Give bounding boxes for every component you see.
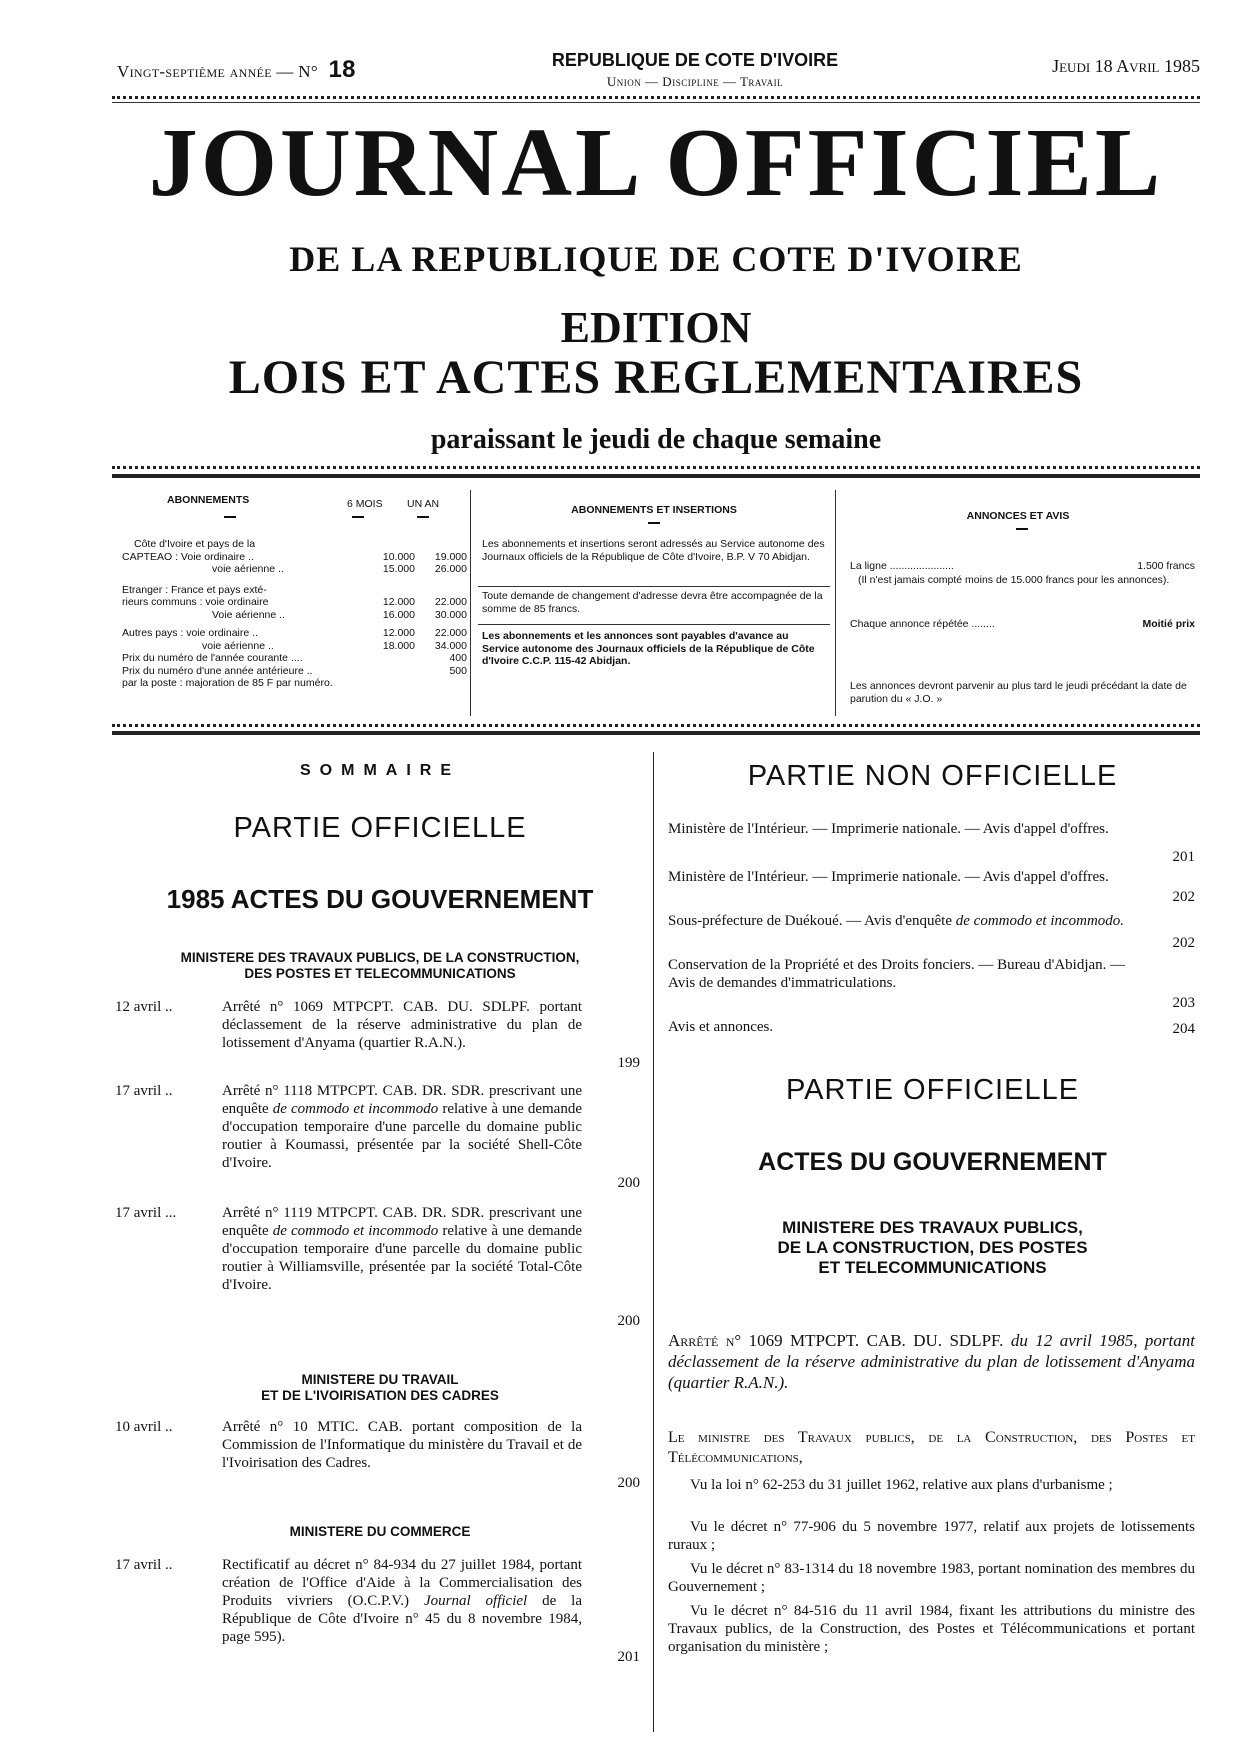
entry-text: relative à une demande d'occupation temporaire d'une parcelle du domaine public routier à Koumassi, présentée par la société Shell-Côte d'Ivoire. <box>222 1101 582 1171</box>
ministry-line: ET DE L'IVOIRISATION DES CADRES <box>261 1388 499 1403</box>
sommaire-page: 200 <box>617 1475 640 1491</box>
arrete-subject: du 12 avril 1985, portant déclassement de la réserve administrative du plan de lotissement d'Anyama (quartier R.A.N.). <box>668 1331 1195 1392</box>
sommaire-heading: SOMMAIRE <box>300 762 460 779</box>
rate-line <box>122 551 467 564</box>
vu-clause: Vu le décret n° 77-906 du 5 novembre 1977, relatif aux projets de lotissements ruraux ; <box>668 1519 1195 1553</box>
sommaire-page: 200 <box>617 1175 640 1191</box>
rate-6m: 16.000 <box>382 608 415 621</box>
arrete-number: Arrêté n° 1069 MTPCPT. CAB. DU. SDLPF. <box>668 1331 1011 1350</box>
rate-label: voie aérienne .. <box>212 563 284 575</box>
journal-subtitle: DE LA REPUBLIQUE DE COTE D'IVOIRE <box>289 239 1023 279</box>
sommaire-date: 10 avril .. <box>115 1419 173 1435</box>
entry-text: Arrêté n° 1118 MTPCPT. CAB. DR. SDR. prescrivant une enquête <box>222 1083 582 1117</box>
publication-frequency: paraissant le jeudi de chaque semaine <box>430 424 882 455</box>
non-officielle-page: 202 <box>1172 889 1195 905</box>
entry-text-italic: de commodo et incommodo. <box>955 913 1125 929</box>
top-rule-thin <box>112 102 1200 103</box>
rate-label: rieurs communs : voie ordinaire <box>122 596 269 608</box>
col-6-mois: 6 MOIS <box>347 498 383 510</box>
arrete-title <box>668 1330 1195 1393</box>
rate-label: Voie aérienne .. <box>212 608 285 621</box>
annonce-repeat-price: Moitié prix <box>1142 618 1195 630</box>
vu-clause: Vu le décret n° 84-516 du 11 avril 1984, fixant les attributions du ministre des Travaux publics, de la Construction, des Postes et Télécommunications et portant organisation du ministère ; <box>668 1603 1195 1655</box>
rate-label: Prix du numéro d'une année antérieure .. <box>122 664 313 677</box>
box-divider <box>470 490 471 716</box>
rate-6m: 12.000 <box>382 627 415 639</box>
ministry-line: MINISTERE DES TRAVAUX PUBLICS, <box>782 1218 1083 1237</box>
sommaire-entry <box>222 1082 582 1172</box>
sommaire-entry <box>222 1204 582 1294</box>
sommaire-entry <box>222 1556 582 1646</box>
year-issue <box>117 56 356 84</box>
edition-name: LOIS ET ACTES REGLEMENTAIRES <box>228 351 1084 404</box>
rate-line: Côte d'Ivoire et pays de la <box>134 538 256 550</box>
sommaire-date: 17 avril .. <box>115 1083 173 1099</box>
rate-6m: 12.000 <box>382 596 415 608</box>
entry-text: Rectificatif au décret n° 84-934 du 27 juillet 1984, portant création de l'Office d'Aide à la Commercialisation des Produits vivriers (O.C.P.V.) <box>222 1557 582 1609</box>
ministry-line: MINISTERE DES TRAVAUX PUBLICS, DE LA CONSTRUCTION, <box>180 950 580 965</box>
rate-6m: 15.000 <box>382 563 415 575</box>
rate-label: Autres pays : voie ordinaire .. <box>122 627 258 639</box>
journal-title: JOURNAL OFFICIEL <box>148 109 1164 217</box>
vu-clause: Vu la loi n° 62-253 du 31 juillet 1962, relative aux plans d'urbanisme ; <box>690 1477 1113 1493</box>
rate-line <box>122 640 467 653</box>
ministry-heading: MINISTERE DU COMMERCE <box>289 1524 471 1539</box>
entry-text: Sous-préfecture de Duékoué. — Avis d'enquête <box>668 913 956 929</box>
non-officielle-page: 201 <box>1172 849 1195 865</box>
partie-officielle-heading: PARTIE OFFICIELLE <box>233 812 527 844</box>
heading-dash <box>648 522 660 524</box>
annonce-repeat-label: Chaque annonce répétée ........ <box>850 618 995 630</box>
annonce-note: (Il n'est jamais compté moins de 15.000 francs pour les annonces). <box>858 574 1170 586</box>
partie-non-officielle-heading: PARTIE NON OFFICIELLE <box>747 760 1118 792</box>
insertions-p2: Toute demande de changement d'adresse devra être accompagnée de la somme de 85 francs. <box>482 590 823 615</box>
box-rule <box>478 586 830 587</box>
box-divider <box>835 490 836 716</box>
price-value: 400 <box>449 652 467 664</box>
ministry-line: DE LA CONSTRUCTION, DES POSTES <box>777 1238 1088 1257</box>
minister-line: Le ministre des Travaux publics, de la Construction, des Postes et Télécommunications, <box>668 1429 1195 1466</box>
rate-label: CAPTEAO : Voie ordinaire .. <box>122 550 254 563</box>
masthead-rule <box>112 466 1200 469</box>
rate-1y: 26.000 <box>434 563 467 575</box>
rate-line <box>122 652 467 665</box>
non-officielle-page: 202 <box>1172 935 1195 951</box>
annonce-ligne-price: 1.500 francs <box>1137 560 1195 572</box>
sommaire-page: 201 <box>617 1649 640 1665</box>
insertions-p1: Les abonnements et insertions seront adressés au Service autonome des Journaux officiels de la République de Côte d'Ivoire, B.P. V 70 Abidjan. <box>482 538 825 563</box>
rate-line: Etranger : France et pays exté- <box>122 583 267 596</box>
entry-text-italic: Journal officiel <box>423 1593 528 1609</box>
sommaire-date: 17 avril .. <box>115 1557 173 1573</box>
issue-date: Jeudi 18 Avril 1985 <box>1052 56 1200 76</box>
rate-line <box>122 609 467 622</box>
rate-1y: 22.000 <box>434 596 467 608</box>
top-rule <box>112 96 1200 99</box>
insertions-heading: ABONNEMENTS ET INSERTIONS <box>571 504 737 516</box>
actes-gouvernement-right-heading: ACTES DU GOUVERNEMENT <box>758 1148 1107 1176</box>
ministry-line: MINISTERE DU TRAVAIL <box>301 1372 459 1387</box>
rate-1y: 30.000 <box>434 608 467 621</box>
insertions-p3: Les abonnements et les annonces sont payables d'avance au Service autonome des Journaux officiels de la République de Côte d'Ivoire C.C.P. 115-42 Abidjan. <box>482 630 815 667</box>
sommaire-entry: Arrêté n° 1069 MTPCPT. CAB. DU. SDLPF. portant déclassement de la réserve administrative du plan de lotissement d'Anyama (quartier R.A.N.). <box>222 999 582 1051</box>
column-separator <box>653 752 654 1732</box>
subscriptions-heading: ABONNEMENTS <box>167 494 250 506</box>
entry-text: Arrêté n° 1119 MTPCPT. CAB. DR. SDR. prescrivant une enquête <box>222 1205 582 1239</box>
rate-label: Prix du numéro de l'année courante .... <box>122 652 303 664</box>
rate-label: voie aérienne .. <box>202 639 274 652</box>
masthead-rule-thick <box>112 474 1200 478</box>
rate-6m: 18.000 <box>382 639 415 652</box>
actes-gouvernement-heading: 1985 ACTES DU GOUVERNEMENT <box>166 884 594 914</box>
non-officielle-entry: Avis et annonces. <box>668 1019 774 1035</box>
rate-6m: 10.000 <box>382 550 415 563</box>
ministry-line: DES POSTES ET TELECOMMUNICATIONS <box>244 966 516 981</box>
non-officielle-entry: Conservation de la Propriété et des Droits fonciers. — Bureau d'Abidjan. — Avis de demandes d'immatriculations. <box>668 957 1126 991</box>
issue-number: 18 <box>328 56 356 83</box>
ministry-heading <box>115 1372 645 1404</box>
box-bottom-rule-thick <box>112 731 1200 735</box>
rate-line: par la poste : majoration de 85 F par numéro. <box>122 677 333 689</box>
col-un-an: UN AN <box>407 498 440 510</box>
rate-line <box>122 596 467 609</box>
annonce-line <box>850 560 1195 573</box>
entry-text-italic: de commodo et incommodo <box>272 1101 439 1117</box>
box-rule <box>478 624 830 625</box>
partie-officielle-right-heading: PARTIE OFFICIELLE <box>785 1074 1080 1106</box>
non-officielle-page: 203 <box>1172 995 1195 1011</box>
rate-line <box>122 563 467 576</box>
annonces-heading: ANNONCES ET AVIS <box>966 510 1070 522</box>
rate-1y: 34.000 <box>434 639 467 652</box>
sommaire-page: 199 <box>617 1055 640 1071</box>
sommaire-entry: Arrêté n° 10 MTIC. CAB. portant composition de la Commission de l'Informatique du ministère du Travail et de l'Ivoirisation des Cadres. <box>222 1419 582 1471</box>
subscription-rates <box>122 538 467 690</box>
annonce-ligne: La ligne ...................... <box>850 560 954 572</box>
heading-dash <box>417 516 429 518</box>
non-officielle-entry: Ministère de l'Intérieur. — Imprimerie nationale. — Avis d'appel d'offres. <box>668 869 1109 885</box>
vu-clause: Vu le décret n° 83-1314 du 18 novembre 1983, portant nomination des membres du Gouvernement ; <box>668 1561 1195 1595</box>
entry-text-italic: de commodo et incommodo <box>272 1223 439 1239</box>
republic-name: REPUBLIQUE DE COTE D'IVOIRE <box>551 50 839 70</box>
non-officielle-entry <box>668 912 1138 930</box>
box-bottom-rule <box>112 724 1200 727</box>
rate-1y: 19.000 <box>434 550 467 563</box>
national-motto: Union — Discipline — Travail <box>606 74 784 89</box>
edition-label: EDITION <box>560 303 752 352</box>
sommaire-date: 12 avril .. <box>115 999 173 1015</box>
rate-line <box>122 627 467 640</box>
rate-line <box>122 665 467 678</box>
rate-1y: 22.000 <box>434 627 467 639</box>
subscription-box <box>112 484 1200 722</box>
non-officielle-entry: Ministère de l'Intérieur. — Imprimerie nationale. — Avis d'appel d'offres. <box>668 821 1109 837</box>
non-officielle-page: 204 <box>1172 1021 1195 1037</box>
ministry-line: ET TELECOMMUNICATIONS <box>818 1258 1047 1277</box>
entry-text: de la République de Côte d'Ivoire n° 45 du 8 novembre 1984, page 595). <box>222 1593 582 1645</box>
price-value: 500 <box>449 664 467 677</box>
year-issue-label: Vingt-septième année — N° <box>117 62 318 81</box>
sommaire-date: 17 avril ... <box>115 1205 177 1221</box>
entry-text: relative à une demande d'occupation temporaire d'une parcelle du domaine public routier à Williamsville, présentée par la société Total-Côte d'Ivoire. <box>222 1223 582 1293</box>
annonce-delay: Les annonces devront parvenir au plus tard le jeudi précédant la date de parution du « J.O. » <box>850 680 1187 705</box>
heading-dash <box>352 516 364 518</box>
ministry-heading-right <box>665 1218 1200 1278</box>
heading-dash <box>224 516 236 518</box>
heading-dash <box>1016 528 1028 530</box>
annonce-repeat <box>850 618 1195 631</box>
sommaire-page: 200 <box>617 1313 640 1329</box>
ministry-heading <box>115 950 645 982</box>
